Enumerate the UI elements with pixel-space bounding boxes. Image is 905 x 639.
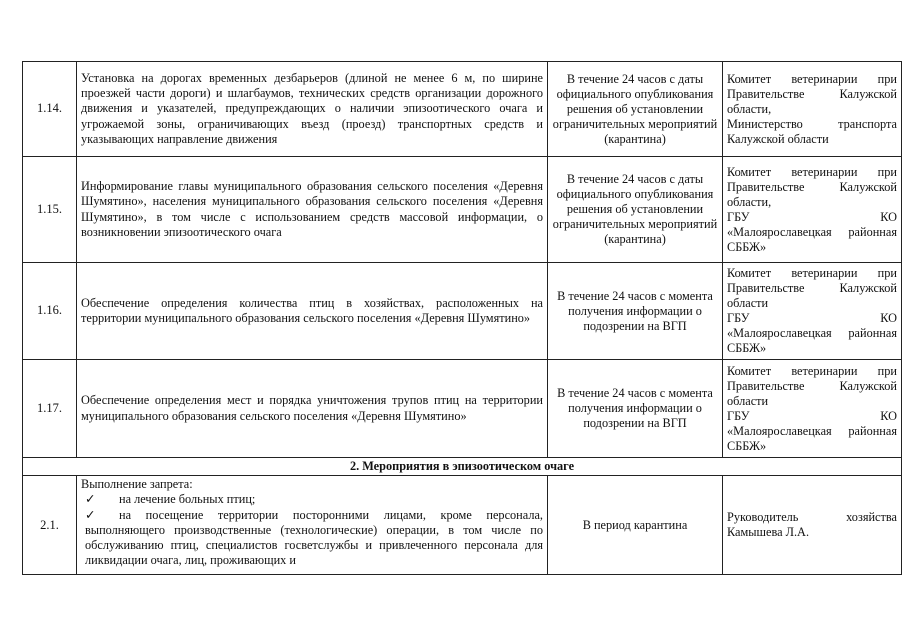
measure-description [77, 476, 548, 575]
responsible-line: Министерство транспорта Калужской области [727, 116, 897, 146]
measure-responsible [723, 157, 902, 263]
measure-responsible [723, 360, 902, 458]
gbu-label: ГБУ [727, 408, 750, 423]
measure-deadline: В течение 24 часов с даты официального опубликования решения об установлении ограничительных мероприятий (карантина) [548, 62, 723, 157]
responsible-line: Комитет ветеринарии при Правительстве Калужской области [727, 266, 897, 310]
responsible-line: Комитет ветеринарии при Правительстве Калужской области, [727, 164, 897, 209]
measure-deadline: В течение 24 часов с даты официального опубликования решения об установлении ограничительных мероприятий (карантина) [548, 157, 723, 263]
checkmark-icon: ✓ [85, 507, 96, 522]
prohibition-intro: Выполнение запрета: [81, 477, 193, 492]
gbu-line [727, 409, 897, 424]
row-number: 2.1. [23, 476, 77, 575]
measure-deadline: В течение 24 часов с момента получения информации о подозрении на ВГП [548, 263, 723, 360]
table-row [23, 157, 902, 263]
list-item [81, 508, 543, 569]
responsible-line: «Малоярославецкая районная СББЖ» [727, 326, 897, 355]
row-number: 1.14. [23, 62, 77, 157]
gbu-line [727, 210, 897, 225]
region-label: КО [880, 408, 897, 423]
row-number: 1.17. [23, 360, 77, 458]
table-row [23, 62, 902, 157]
measure-description: Установка на дорогах временных дезбарьеров (длиной не менее 6 м, по ширине проезжей части дороги) и шлагбаумов, технических средств организации дорожного движения и указателей, предупреждающих о наличии эпизоотического очага и угрожаемой зоны, ограничивающих въезд (проезд) транспортных средств и указывающих направление движения [77, 62, 548, 157]
responsible-line: «Малоярославецкая районная СББЖ» [727, 423, 897, 453]
measure-deadline: В период карантина [548, 476, 723, 575]
measure-description: Обеспечение определения мест и порядка уничтожения трупов птиц на территории муниципального образования сельского поселения «Деревня Шумятино» [77, 360, 548, 458]
gbu-line [727, 311, 897, 326]
measure-responsible [723, 263, 902, 360]
measure-deadline: В течение 24 часов с момента получения информации о подозрении на ВГП [548, 360, 723, 458]
responsible-line: «Малоярославецкая районная СББЖ» [727, 224, 897, 254]
section-heading: 2. Мероприятия в эпизоотическом очаге [23, 458, 902, 476]
responsible-line: Комитет ветеринарии при Правительстве Калужской области [727, 363, 897, 408]
checkmark-icon: ✓ [85, 492, 96, 507]
row-number: 1.16. [23, 263, 77, 360]
measure-responsible [723, 62, 902, 157]
table-row [23, 360, 902, 458]
list-item [81, 492, 543, 507]
list-item-text: на лечение больных птиц; [119, 492, 256, 507]
table-row [23, 263, 902, 360]
measure-description: Обеспечение определения количества птиц в хозяйствах, расположенных на территории муниципального образования сельского поселения «Деревня Шумятино» [77, 263, 548, 360]
table-row [23, 476, 902, 575]
row-number: 1.15. [23, 157, 77, 263]
region-label: КО [880, 209, 897, 224]
section-row [23, 458, 902, 476]
list-item-text: на посещение территории посторонними лицами, кроме персонала, выполняющего производственные (технологические) операции, в том числе по обслуживанию птиц, специалистов госветслужбы и привлеченного персонала для ликвидации очага, лиц, проживающих и [85, 507, 543, 568]
gbu-label: ГБУ [727, 209, 750, 224]
region-label: КО [880, 311, 897, 325]
responsible-line: Комитет ветеринарии при Правительстве Калужской области, [727, 71, 897, 116]
measure-description: Информирование главы муниципального образования сельского поселения «Деревня Шумятино», населения муниципального образования сельского поселения «Деревня Шумятино», в том числе с использованием средств массовой информации, о возникновении эпизоотического очага [77, 157, 548, 263]
measures-table [22, 61, 902, 575]
measure-responsible: Руководитель хозяйства Камышева Л.А. [723, 476, 902, 575]
gbu-label: ГБУ [727, 311, 750, 325]
